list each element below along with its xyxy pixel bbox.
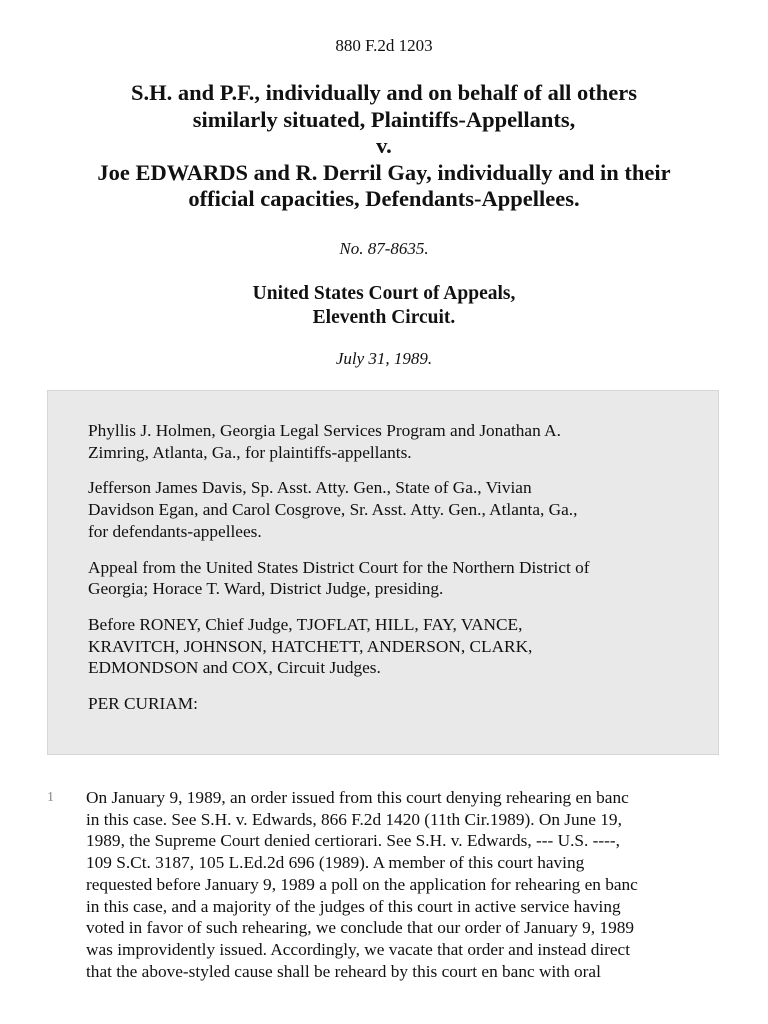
text-line: 109 S.Ct. 3187, 105 L.Ed.2d 696 (1989). A member of this court having xyxy=(86,853,585,873)
case-header-box xyxy=(47,390,719,755)
text-line: Davidson Egan, and Carol Cosgrove, Sr. Asst. Atty. Gen., Atlanta, Ga., xyxy=(88,500,578,520)
text-line: in this case. See S.H. v. Edwards, 866 F.2d 1420 (11th Cir.1989). On June 19, xyxy=(86,809,622,829)
text-line: EDMONDSON and COX, Circuit Judges. xyxy=(88,658,381,678)
judges-panel xyxy=(88,614,718,679)
text-line: Zimring, Atlanta, Ga., for plaintiffs-appellants. xyxy=(88,442,412,462)
text-line: On January 9, 1989, an order issued from this court denying rehearing en banc xyxy=(86,788,629,807)
text-line: Georgia; Horace T. Ward, District Judge, presiding. xyxy=(88,579,444,599)
text-line: KRAVITCH, JOHNSON, HATCHETT, ANDERSON, CLARK, xyxy=(88,636,533,656)
opinion-paragraph xyxy=(86,787,736,982)
court-line: United States Court of Appeals, xyxy=(252,283,516,304)
caption-line: S.H. and P.F., individually and on behalf of all others xyxy=(131,80,637,105)
docket-number: No. 87-8635. xyxy=(339,239,429,258)
paragraph-number: 1 xyxy=(47,790,54,805)
text-line: for defendants-appellees. xyxy=(88,521,262,541)
text-line: was improvidently issued. Accordingly, we vacate that order and instead direct xyxy=(86,939,631,959)
counsel-plaintiffs xyxy=(88,420,718,463)
decision-date: July 31, 1989. xyxy=(335,349,433,368)
caption-line: v. xyxy=(376,133,392,158)
counsel-defendants xyxy=(88,477,718,542)
text-line: requested before January 9, 1989 a poll on the application for rehearing en banc xyxy=(86,874,638,894)
caption-line: similarly situated, Plaintiffs-Appellants, xyxy=(192,106,576,132)
court-name xyxy=(0,282,768,330)
case-caption xyxy=(40,80,728,213)
text-line: in this case, and a majority of the judges of this court in active service having xyxy=(86,896,621,916)
text-line: Jefferson James Davis, Sp. Asst. Atty. Gen., State of Ga., Vivian xyxy=(88,478,532,498)
text-line: Appeal from the United States District Court for the Northern District of xyxy=(88,557,590,577)
text-line: 1989, the Supreme Court denied certiorari. See S.H. v. Edwards, --- U.S. ----, xyxy=(86,831,620,851)
text-line: voted in favor of such rehearing, we conclude that our order of January 9, 1989 xyxy=(86,918,635,938)
text-line: Phyllis J. Holmen, Georgia Legal Services Program and Jonathan A. xyxy=(88,421,561,440)
court-line: Eleventh Circuit. xyxy=(312,307,456,328)
text-line: Before RONEY, Chief Judge, TJOFLAT, HILL, FAY, VANCE, xyxy=(88,614,523,634)
caption-line: official capacities, Defendants-Appellees. xyxy=(188,186,580,211)
case-citation: 880 F.2d 1203 xyxy=(335,36,433,55)
per-curiam: PER CURIAM: xyxy=(88,694,198,714)
caption-line: Joe EDWARDS and R. Derril Gay, individually and in their xyxy=(97,159,671,185)
appeal-from xyxy=(88,557,718,600)
text-line: that the above-styled cause shall be reheard by this court en banc with oral xyxy=(86,961,601,981)
